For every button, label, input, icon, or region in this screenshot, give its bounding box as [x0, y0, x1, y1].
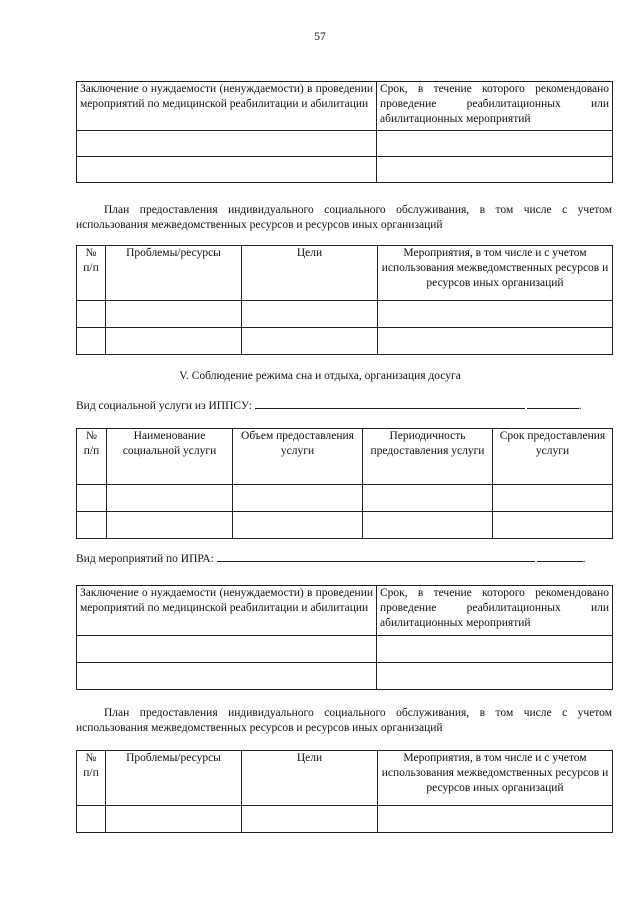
table-cell[interactable] [378, 806, 613, 833]
table-cell[interactable] [233, 512, 363, 539]
table-cell[interactable] [377, 157, 613, 183]
header-frequency: Периодичность предоставления услуги [363, 429, 493, 485]
table-cell[interactable] [77, 131, 377, 157]
section-heading: V. Соблюдение режима сна и отдыха, организация досуга [179, 370, 461, 382]
table-cell[interactable] [377, 663, 613, 690]
header-number: № п/п [77, 429, 107, 485]
service-type-blank-2[interactable] [527, 398, 579, 409]
table-row [77, 328, 613, 355]
plan-paragraph-1 [76, 203, 612, 233]
table-header-row [77, 82, 613, 131]
header-activities: Мероприятия, в том числе и с учетом использования межведомственных ресурсов и ресурсов иных организаций [378, 246, 613, 301]
header-number: № п/п [77, 246, 106, 301]
header-problems: Проблемы/ресурсы [106, 246, 242, 301]
conclusion-table-2 [76, 585, 613, 690]
table-cell[interactable] [77, 485, 107, 512]
header-activities: Мероприятия, в том числе и с учетом использования межведомственных ресурсов и ресурсов иных организаций [378, 751, 613, 806]
ipra-label: Вид мероприятий по ИПРА: [76, 553, 214, 565]
table-cell[interactable] [77, 301, 106, 328]
table-header-row [77, 429, 613, 485]
table-row [77, 485, 613, 512]
table-cell[interactable] [377, 131, 613, 157]
service-type-line [76, 398, 612, 412]
term-header: Срок, в течение которого рекомендовано проведение реабилитационных или абилитационных мероприятий [377, 82, 613, 131]
conclusion-table-1 [76, 81, 613, 183]
table-cell[interactable] [77, 157, 377, 183]
page-number: 57 [314, 31, 326, 43]
table-cell[interactable] [242, 806, 378, 833]
header-volume: Объем предоставления услуги [233, 429, 363, 485]
table-cell[interactable] [363, 512, 493, 539]
table-cell[interactable] [242, 301, 378, 328]
conclusion-header: Заключение о нуждаемости (ненуждаемости) в проведении мероприятий по медицинской реабилитации и абилитации [77, 82, 377, 131]
table-cell[interactable] [493, 485, 613, 512]
ipra-blank-2[interactable] [537, 551, 583, 562]
table-cell[interactable] [242, 328, 378, 355]
ipra-line [76, 551, 612, 565]
table-row [77, 131, 613, 157]
table-cell[interactable] [377, 636, 613, 663]
table-row [77, 806, 613, 833]
line-end: . [582, 553, 586, 565]
plan-text: План предоставления индивидуального социального обслуживания, в том числе с учетом использования межведомственных ресурсов и ресурсов иных организаций [76, 204, 612, 231]
table-cell[interactable] [107, 512, 233, 539]
service-table [76, 428, 613, 539]
header-number: № п/п [77, 751, 106, 806]
table-cell[interactable] [77, 806, 106, 833]
header-problems: Проблемы/ресурсы [106, 751, 242, 806]
table-cell[interactable] [378, 301, 613, 328]
table-cell[interactable] [233, 485, 363, 512]
table-header-row [77, 246, 613, 301]
table-cell[interactable] [363, 485, 493, 512]
table-cell[interactable] [106, 806, 242, 833]
table-cell[interactable] [106, 301, 242, 328]
header-term: Срок предоставления услуги [493, 429, 613, 485]
header-service-name: Наименование социальной услуги [107, 429, 233, 485]
table-row [77, 157, 613, 183]
table-cell[interactable] [106, 328, 242, 355]
ipra-blank[interactable] [217, 551, 535, 562]
table-header-row [77, 586, 613, 636]
table-cell[interactable] [107, 485, 233, 512]
plan-table-1 [76, 245, 613, 355]
table-row [77, 301, 613, 328]
conclusion-header: Заключение о нуждаемости (ненуждаемости) в проведении мероприятий по медицинской реабилитации и абилитации [77, 586, 377, 636]
service-type-label: Вид социальной услуги из ИППСУ: [76, 400, 252, 412]
table-cell[interactable] [77, 663, 377, 690]
table-cell[interactable] [378, 328, 613, 355]
table-row [77, 636, 613, 663]
table-cell[interactable] [493, 512, 613, 539]
line-end: . [578, 400, 582, 412]
table-cell[interactable] [77, 636, 377, 663]
plan-paragraph-2 [76, 706, 612, 736]
plan-table-2 [76, 750, 613, 833]
table-header-row [77, 751, 613, 806]
table-cell[interactable] [77, 328, 106, 355]
table-row [77, 512, 613, 539]
table-row [77, 663, 613, 690]
plan-text: План предоставления индивидуального социального обслуживания, в том числе с учетом использования межведомственных ресурсов и ресурсов иных организаций [76, 707, 612, 734]
service-type-blank[interactable] [255, 398, 525, 409]
header-goals: Цели [242, 246, 378, 301]
term-header: Срок, в течение которого рекомендовано проведение реабилитационных или абилитационных мероприятий [377, 586, 613, 636]
header-goals: Цели [242, 751, 378, 806]
table-cell[interactable] [77, 512, 107, 539]
